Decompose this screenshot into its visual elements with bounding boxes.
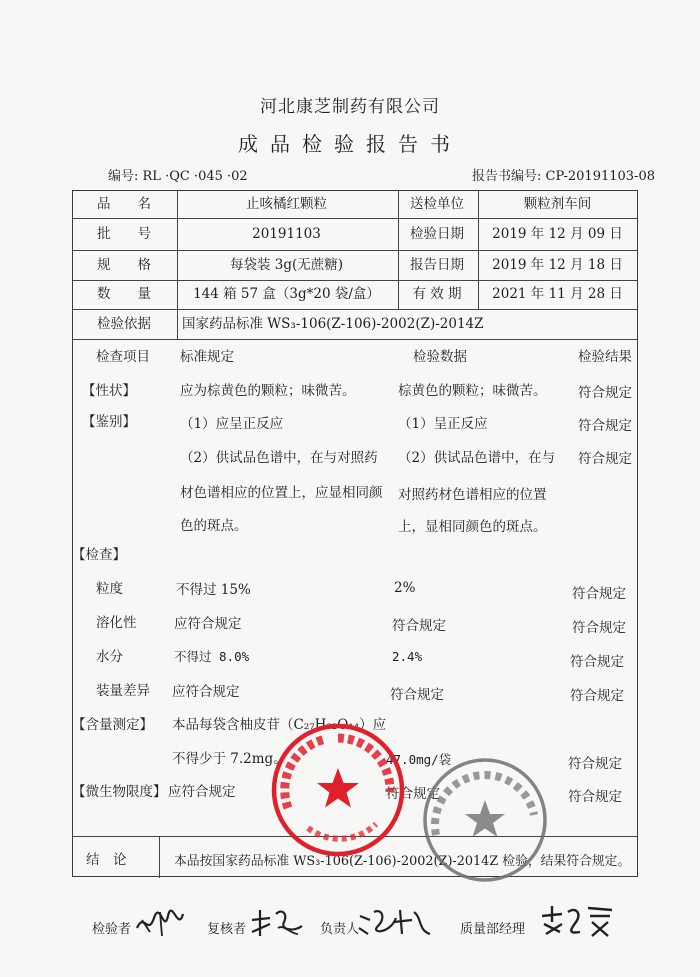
expiry-label: 有 效 期 (412, 286, 462, 302)
product-value: 止咳橘红颗粒 (246, 196, 327, 212)
col-data: 检验数据 (413, 349, 467, 365)
batch-value: 20191103 (252, 226, 321, 242)
col-result: 检验结果 (578, 349, 632, 365)
microbial-result: 符合规定 (568, 789, 622, 805)
manufacturer-seal (420, 755, 550, 885)
report-date-label: 报告日期 (410, 257, 464, 273)
expiry-value: 2021 年 11 月 28 日 (492, 286, 623, 302)
distributor-quality-seal (268, 720, 408, 860)
fill-variation-data: 符合规定 (390, 687, 444, 703)
quantity-value: 144 箱 57 盒（3g*20 袋/盒） (193, 286, 380, 302)
basis-label: 检验依据 (97, 316, 151, 332)
conclusion-label: 结 论 (86, 852, 127, 868)
doc-code: 编号: RL ·QC ·045 ·02 (108, 169, 248, 184)
col-standard: 标准规定 (180, 349, 234, 365)
batch-label: 批 号 (97, 226, 151, 242)
spec-label: 规 格 (97, 257, 151, 273)
inspection-date-value: 2019 年 12 月 09 日 (492, 226, 623, 242)
identification-standard-2-line3: 色的斑点。 (180, 518, 248, 534)
granularity-label: 粒度 (96, 581, 123, 597)
assay-standard-line1: 本品每袋含柚皮苷（C₂₇H₃₂O₁₄）应 (172, 717, 387, 733)
fill-variation-standard: 应符合规定 (172, 684, 240, 700)
granularity-result: 符合规定 (572, 586, 626, 602)
identification-standard-1: （1）应呈正反应 (180, 416, 284, 432)
qa-manager-signature (538, 902, 618, 942)
spec-value: 每袋装 3g(无蔗糖) (229, 257, 344, 273)
checks-label: 【检查】 (72, 547, 126, 563)
quantity-label: 数 量 (97, 286, 151, 302)
identification-standard-2-line2: 材色谱相应的位置上，应显相同颜 (180, 485, 383, 501)
responsible-person-signature (356, 904, 436, 940)
inspector-signature (134, 906, 186, 940)
identification-data-2-line2: 对照药材色谱相应的位置 (398, 487, 547, 503)
moisture-standard: 不得过 8.0% (174, 649, 250, 664)
appearance-standard: 应为棕黄色的颗粒；味微苦。 (180, 383, 356, 399)
granularity-standard: 不得过 15% (176, 582, 251, 598)
dept-label: 送检单位 (410, 196, 464, 212)
report-title: 成品检验报告书 (238, 132, 462, 156)
qa-manager-label: 质量部经理 (460, 922, 526, 937)
identification-result-1: 符合规定 (578, 418, 632, 434)
conclusion-text: 本品按国家药品标准 WS₃-106(Z-106)-2002(Z)-2014Z 检验，结果符合规定。 (174, 854, 631, 869)
moisture-result: 符合规定 (570, 654, 624, 670)
assay-data: 47.0mg/袋 (386, 752, 452, 767)
identification-result-2: 符合规定 (578, 451, 632, 467)
appearance-data: 棕黄色的颗粒；味微苦。 (398, 383, 547, 399)
solubility-standard: 应符合规定 (174, 616, 242, 632)
moisture-data: 2.4% (392, 649, 423, 664)
company-name: 河北康芝制药有限公司 (260, 97, 440, 117)
product-label: 品 名 (97, 196, 151, 212)
microbial-data: 符合规定 (386, 786, 440, 802)
granularity-data: 2% (394, 580, 416, 596)
identification-standard-2-line1: （2）供试品色谱中，在与对照药 (180, 450, 378, 466)
fill-variation-label: 装量差异 (96, 683, 150, 699)
report-date-value: 2019 年 12 月 18 日 (492, 257, 623, 273)
dept-value: 颗粒剂车间 (523, 196, 592, 212)
assay-label: 【含量测定】 (72, 717, 153, 733)
solubility-label: 溶化性 (96, 615, 137, 631)
assay-result: 符合规定 (568, 756, 622, 772)
col-item: 检查项目 (96, 349, 150, 365)
inspector-label: 检验者 (92, 922, 132, 937)
report-number: 报告书编号: CP-20191103-08 (472, 169, 655, 184)
microbial-standard: 应符合规定 (168, 784, 236, 800)
appearance-result: 符合规定 (578, 385, 632, 401)
reviewer-label: 复核者 (207, 922, 247, 937)
identification-data-1: （1）呈正反应 (398, 416, 488, 432)
responsible-person-label: 负责人 (320, 922, 360, 937)
solubility-result: 符合规定 (572, 620, 626, 636)
identification-data-2-line1: （2）供试品色谱中，在与 (398, 450, 556, 466)
solubility-data: 符合规定 (392, 618, 446, 634)
appearance-label: 【性状】 (82, 383, 136, 399)
microbial-label: 【微生物限度】 (72, 784, 167, 800)
basis-value: 国家药品标准 WS₃-106(Z-106)-2002(Z)-2014Z (182, 316, 484, 332)
identification-data-2-line3: 上，显相同颜色的斑点。 (398, 519, 547, 535)
assay-standard-line2: 不得少于 7.2mg。 (172, 751, 287, 767)
reviewer-signature (248, 904, 306, 940)
inspection-date-label: 检验日期 (410, 226, 464, 242)
moisture-label: 水分 (96, 649, 123, 665)
identification-label: 【鉴别】 (82, 414, 136, 430)
fill-variation-result: 符合规定 (570, 688, 624, 704)
